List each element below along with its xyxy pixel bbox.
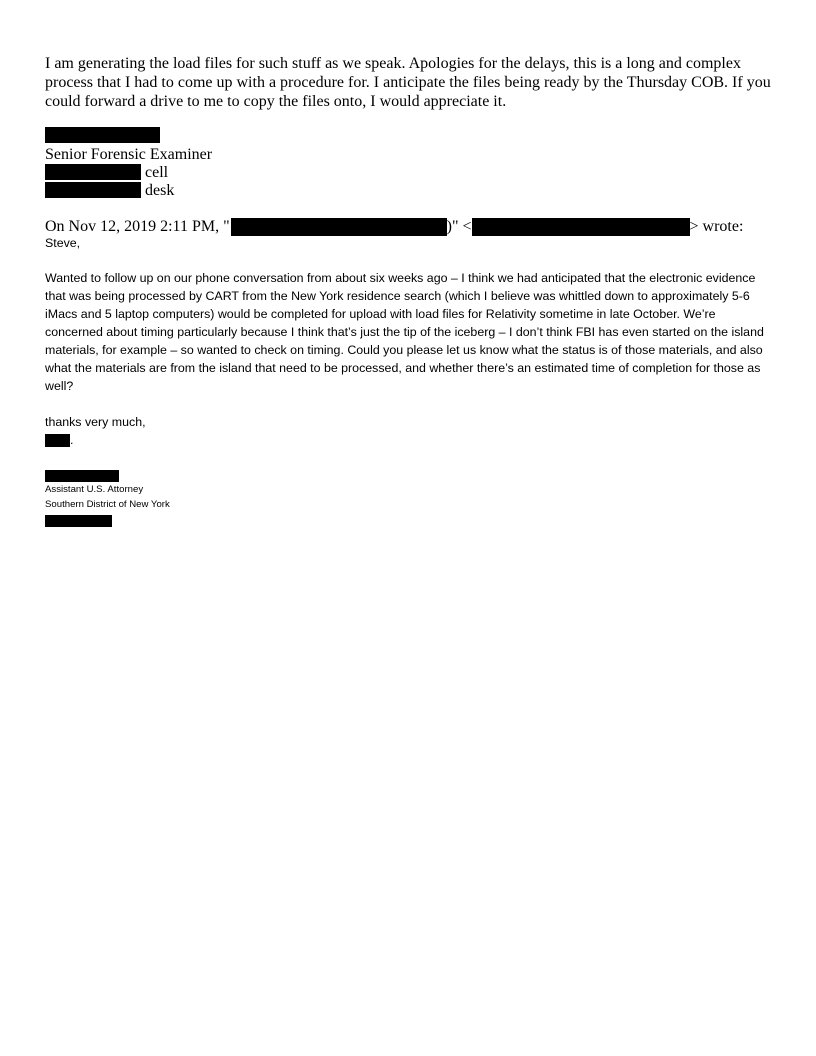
redacted-initials — [45, 434, 70, 447]
quote-header-middle: )" < — [446, 218, 472, 235]
redacted-cell-number — [45, 164, 141, 180]
attorney-office: Southern District of New York — [45, 499, 170, 510]
quoted-closing: thanks very much, — [45, 415, 146, 429]
redacted-sender-name — [45, 127, 160, 143]
desk-label: desk — [145, 182, 175, 199]
quote-header — [45, 217, 743, 236]
redacted-desk-number — [45, 182, 141, 198]
redacted-attorney-contact — [45, 515, 112, 527]
initials-punctuation: . — [70, 433, 74, 447]
quoted-greeting: Steve, — [45, 236, 81, 250]
redacted-sender-email — [472, 218, 690, 236]
reply-body: I am generating the load files for such stuff as we speak. Apologies for the delays, this is a long and complex process that I had to come up with a procedure for. I anticipate the files being ready by the Thursday COB. If you could forward a drive to me to copy the files onto, I would appreciate it. — [45, 55, 771, 110]
quote-header-prefix: On Nov 12, 2019 2:11 PM, " — [45, 218, 230, 235]
redacted-attorney-name — [45, 470, 119, 482]
redacted-sender-display-name — [231, 218, 447, 236]
attorney-title: Assistant U.S. Attorney — [45, 484, 144, 495]
cell-label: cell — [145, 164, 169, 181]
quote-header-suffix: > wrote: — [689, 218, 744, 235]
sender-title: Senior Forensic Examiner — [45, 146, 213, 163]
quoted-body: Wanted to follow up on our phone conversation from about six weeks ago – I think we had anticipated that the electronic evidence that was being processed by CART from the New York residence search (which I believe was whittled down to approximately 5-6 iMacs and 5 laptop computers) would be completed for upload with load files for Relativity sometime in late October. We’re concerned about timing particularly because I think that’s just the tip of the iceberg – I don’t think FBI has even started on the island materials, for example – so wanted to check on timing. Could you please let us know what the status is of those materials, and also what the materials are from the island that need to be processed, and whether there’s an estimated time of completion for those as well? — [45, 271, 764, 393]
